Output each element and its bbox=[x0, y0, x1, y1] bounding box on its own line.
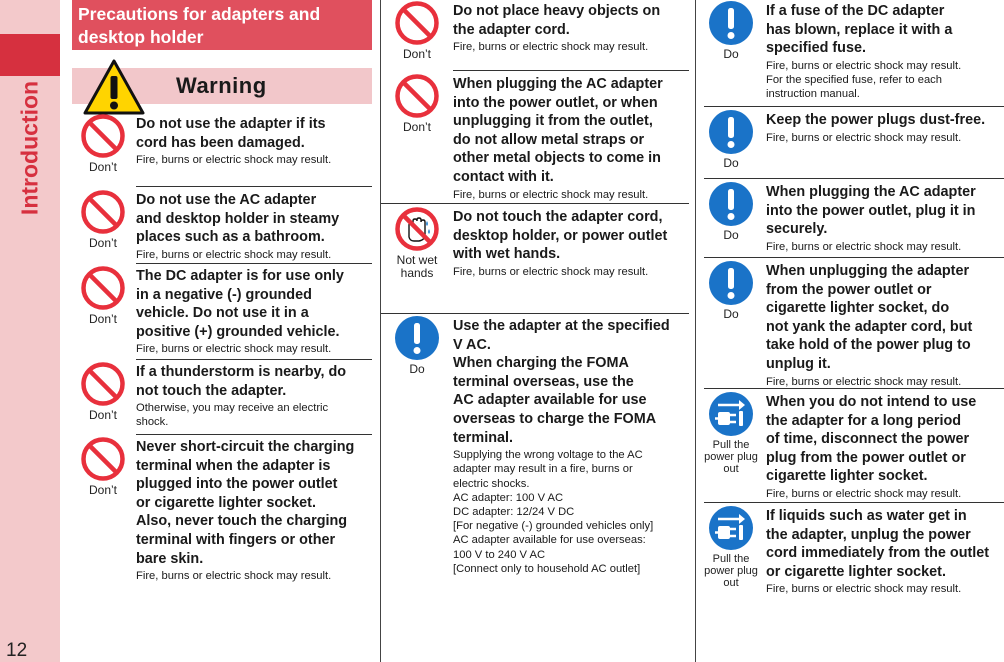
item-title-line: When plugging the AC adapter bbox=[766, 184, 976, 200]
item-title-line: unplug it. bbox=[766, 355, 831, 372]
item-description-line: AC adapter available for use overseas: bbox=[453, 534, 646, 547]
item-description-line: Fire, burns or electric shock may result. bbox=[766, 240, 962, 253]
sidebar bbox=[0, 0, 60, 662]
item-description bbox=[136, 342, 372, 356]
no-wet-hands-icon bbox=[381, 206, 453, 252]
item-title-line: When you do not intend to use bbox=[766, 394, 977, 410]
item-title-line: vehicle. Do not use it in a bbox=[136, 305, 309, 322]
item-title-line: Use the adapter at the specified bbox=[453, 318, 670, 334]
item-icon bbox=[381, 0, 453, 61]
item-description-line: Fire, burns or electric shock may result. bbox=[136, 248, 332, 261]
item-description bbox=[453, 188, 689, 202]
item-title bbox=[136, 191, 372, 247]
item-description bbox=[136, 569, 372, 583]
section-title-line: Precautions for adapters and bbox=[78, 4, 321, 24]
item-icon bbox=[70, 113, 136, 174]
item-title-line: cigarette lighter socket, do bbox=[766, 300, 950, 317]
item-divider bbox=[136, 263, 372, 264]
prohibition-icon bbox=[381, 73, 453, 119]
item-description-line: electric shocks. bbox=[453, 477, 530, 490]
item-icon bbox=[696, 391, 766, 475]
item-title-line: cord has been damaged. bbox=[136, 134, 305, 151]
item-title bbox=[453, 75, 689, 187]
item-title-line: The DC adapter is for use only bbox=[136, 268, 344, 284]
item-title-line: or cigarette lighter socket. bbox=[766, 563, 946, 580]
item-title-line: into the power outlet, or when bbox=[453, 94, 658, 111]
item-description-line: instruction manual. bbox=[766, 88, 860, 101]
prohibition-icon bbox=[70, 361, 136, 407]
icon-label: Don’t bbox=[402, 120, 431, 134]
mandatory-action-icon bbox=[696, 109, 766, 155]
item-title-line: plug from the power outlet or bbox=[766, 449, 966, 466]
item-icon bbox=[696, 0, 766, 61]
item-divider bbox=[136, 186, 372, 187]
item-description-line: Fire, burns or electric shock may result. bbox=[453, 41, 649, 54]
icon-label: Don’t bbox=[88, 236, 117, 250]
item-title-line: specified fuse. bbox=[766, 40, 866, 57]
item-title-line: terminal when the adapter is bbox=[136, 457, 331, 474]
item-divider bbox=[453, 70, 689, 71]
item-title bbox=[136, 267, 372, 341]
item-title-line: V AC. bbox=[453, 336, 491, 353]
item-title-line: Never short-circuit the charging bbox=[136, 439, 355, 455]
item-divider bbox=[136, 359, 372, 360]
item-title bbox=[766, 183, 1004, 239]
icon-label: Don’t bbox=[88, 483, 117, 497]
item-title-line: Do not place heavy objects on bbox=[453, 3, 661, 19]
item-title-line: the adapter cord. bbox=[453, 21, 570, 38]
item-title-line: with wet hands. bbox=[453, 246, 561, 263]
item-description bbox=[766, 582, 1004, 596]
item-title-line: cigarette lighter socket. bbox=[766, 468, 928, 485]
section-title-line: desktop holder bbox=[78, 27, 204, 47]
item-description-line: Otherwise, you may receive an electric bbox=[136, 402, 329, 415]
item-title bbox=[453, 317, 689, 447]
item-description-line: Fire, burns or electric shock may result. bbox=[766, 131, 962, 144]
prohibition-icon bbox=[70, 265, 136, 311]
icon-label: Do bbox=[409, 362, 425, 376]
column-2 bbox=[380, 0, 689, 662]
item-title-line: bare skin. bbox=[136, 550, 204, 567]
icon-label: Do bbox=[723, 307, 739, 321]
item-icon bbox=[696, 109, 766, 170]
item-title bbox=[453, 208, 689, 264]
section-tab bbox=[0, 34, 60, 76]
item-title-line: not yank the adapter cord, but bbox=[766, 318, 973, 335]
item-title-line: from the power outlet or bbox=[766, 281, 932, 298]
item-title-line: contact with it. bbox=[453, 168, 554, 185]
item-icon bbox=[70, 361, 136, 422]
item-divider bbox=[381, 203, 689, 204]
item-description-line: Supplying the wrong voltage to the AC bbox=[453, 449, 643, 462]
item-title-line: When charging the FOMA bbox=[453, 355, 629, 372]
item-title bbox=[766, 393, 1004, 486]
item-title bbox=[766, 507, 1004, 581]
item-divider bbox=[704, 257, 1004, 258]
item-description-line: [For negative (-) grounded vehicles only] bbox=[453, 520, 654, 533]
item-description bbox=[136, 153, 372, 167]
item-description-line: Fire, burns or electric shock may result. bbox=[766, 375, 962, 388]
item-divider bbox=[136, 434, 372, 435]
item-title-line: securely. bbox=[766, 221, 828, 238]
item-description bbox=[766, 487, 1004, 501]
item-title-line: If liquids such as water get in bbox=[766, 508, 967, 524]
item-title-line: If a thunderstorm is nearby, do bbox=[136, 364, 347, 380]
item-title bbox=[136, 363, 372, 400]
item-title bbox=[766, 262, 1004, 374]
item-description-line: Fire, burns or electric shock may result. bbox=[453, 265, 649, 278]
item-description bbox=[766, 375, 1004, 389]
item-title-line: AC adapter available for use bbox=[453, 392, 647, 409]
page-number: 12 bbox=[6, 640, 28, 661]
item-title-line: or cigarette lighter socket. bbox=[136, 494, 316, 511]
item-icon bbox=[70, 436, 136, 497]
item-title-line: terminal overseas, use the bbox=[453, 373, 634, 390]
icon-label: Do bbox=[723, 47, 739, 61]
item-title bbox=[766, 2, 1004, 58]
mandatory-action-icon bbox=[381, 315, 453, 361]
item-icon bbox=[381, 73, 453, 134]
icon-label: Pull the power plug out bbox=[704, 439, 758, 475]
item-title-line: take hold of the power plug to bbox=[766, 337, 971, 354]
item-description bbox=[453, 448, 689, 576]
item-title-line: Also, never touch the charging bbox=[136, 513, 348, 530]
item-title-line: not touch the adapter. bbox=[136, 382, 287, 399]
icon-label: Don’t bbox=[88, 312, 117, 326]
item-icon bbox=[696, 181, 766, 242]
item-title-line: terminal. bbox=[453, 429, 513, 446]
item-title-line: Do not touch the adapter cord, bbox=[453, 209, 663, 225]
item-title-line: overseas to charge the FOMA bbox=[453, 410, 657, 427]
prohibition-icon bbox=[70, 189, 136, 235]
icon-label: Don’t bbox=[88, 408, 117, 422]
item-description-line: Fire, burns or electric shock may result. bbox=[136, 570, 332, 583]
item-title bbox=[136, 438, 372, 568]
item-icon bbox=[696, 505, 766, 589]
item-description-line: Fire, burns or electric shock may result. bbox=[766, 487, 962, 500]
item-description-line: Fire, burns or electric shock may result. bbox=[136, 343, 332, 356]
item-divider bbox=[704, 502, 1004, 503]
item-description-line: Fire, burns or electric shock may result. bbox=[453, 188, 649, 201]
item-description bbox=[453, 265, 689, 279]
item-title-line: has blown, replace it with a bbox=[766, 21, 953, 38]
column-1 bbox=[70, 0, 372, 662]
item-description bbox=[136, 401, 372, 429]
sidebar-label: Introduction bbox=[16, 80, 43, 216]
item-title-line: in a negative (-) grounded bbox=[136, 286, 312, 303]
item-title bbox=[766, 111, 1004, 130]
item-title-line: other metal objects to come in bbox=[453, 150, 661, 167]
item-description-line: AC adapter: 100 V AC bbox=[453, 491, 564, 504]
item-divider bbox=[704, 106, 1004, 107]
column-3 bbox=[695, 0, 1004, 662]
unplug-icon bbox=[696, 391, 766, 437]
item-description bbox=[136, 248, 372, 262]
item-title-line: into the power outlet, plug it in bbox=[766, 202, 976, 219]
icon-label: Don’t bbox=[88, 160, 117, 174]
item-icon bbox=[70, 189, 136, 250]
item-title-line: Do not use the adapter if its bbox=[136, 116, 326, 132]
unplug-icon bbox=[696, 505, 766, 551]
item-title-line: Keep the power plugs dust-free. bbox=[766, 112, 986, 128]
item-description-line: Fire, burns or electric shock may result. bbox=[766, 59, 962, 72]
item-title-line: desktop holder, or power outlet bbox=[453, 227, 668, 244]
item-icon bbox=[696, 260, 766, 321]
item-title-line: of time, disconnect the power bbox=[766, 431, 970, 448]
icon-label: Do bbox=[723, 156, 739, 170]
prohibition-icon bbox=[70, 113, 136, 159]
item-title bbox=[453, 2, 689, 39]
item-title-line: places such as a bathroom. bbox=[136, 229, 325, 246]
item-description-line: 100 V to 240 V AC bbox=[453, 548, 546, 561]
item-description-line: DC adapter: 12/24 V DC bbox=[453, 505, 575, 518]
mandatory-action-icon bbox=[696, 0, 766, 46]
warning-triangle-icon bbox=[82, 58, 146, 116]
item-description-line: [Connect only to household AC outlet] bbox=[453, 562, 641, 575]
item-icon bbox=[70, 265, 136, 326]
item-description bbox=[453, 40, 689, 54]
item-title-line: positive (+) grounded vehicle. bbox=[136, 323, 340, 340]
section-title bbox=[72, 0, 372, 50]
icon-label: Do bbox=[723, 228, 739, 242]
item-title bbox=[136, 115, 372, 152]
item-title-line: the adapter, unplug the power bbox=[766, 526, 971, 543]
item-description-line: shock. bbox=[136, 416, 169, 429]
mandatory-action-icon bbox=[696, 260, 766, 306]
prohibition-icon bbox=[70, 436, 136, 482]
icon-label: Not wet hands bbox=[396, 253, 438, 280]
item-description bbox=[766, 240, 1004, 254]
icon-label: Don’t bbox=[402, 47, 431, 61]
icon-label: Pull the power plug out bbox=[704, 553, 758, 589]
item-description-line: Fire, burns or electric shock may result. bbox=[766, 583, 962, 596]
item-description bbox=[766, 131, 1004, 145]
warning-label: Warning bbox=[176, 73, 267, 98]
item-title-line: terminal with fingers or other bbox=[136, 531, 336, 548]
item-title-line: the adapter for a long period bbox=[766, 412, 962, 429]
item-title-line: do not allow metal straps or bbox=[453, 131, 645, 148]
item-title-line: When unplugging the adapter bbox=[766, 263, 970, 279]
item-title-line: and desktop holder in steamy bbox=[136, 210, 340, 227]
item-title-line: cord immediately from the outlet bbox=[766, 545, 990, 562]
item-title-line: unplugging it from the outlet, bbox=[453, 113, 653, 130]
prohibition-icon bbox=[381, 0, 453, 46]
item-divider bbox=[704, 388, 1004, 389]
item-description-line: For the specified fuse, refer to each bbox=[766, 73, 942, 86]
item-icon bbox=[381, 206, 453, 279]
item-divider bbox=[381, 313, 689, 314]
item-description bbox=[766, 59, 1004, 102]
item-divider bbox=[704, 178, 1004, 179]
item-title-line: When plugging the AC adapter bbox=[453, 76, 663, 92]
item-title-line: If a fuse of the DC adapter bbox=[766, 3, 945, 19]
item-description-line: adapter may result in a fire, burns or bbox=[453, 463, 633, 476]
item-icon bbox=[381, 315, 453, 376]
item-description-line: Fire, burns or electric shock may result. bbox=[136, 154, 332, 167]
item-title-line: plugged into the power outlet bbox=[136, 476, 338, 493]
item-title-line: Do not use the AC adapter bbox=[136, 192, 317, 208]
mandatory-action-icon bbox=[696, 181, 766, 227]
